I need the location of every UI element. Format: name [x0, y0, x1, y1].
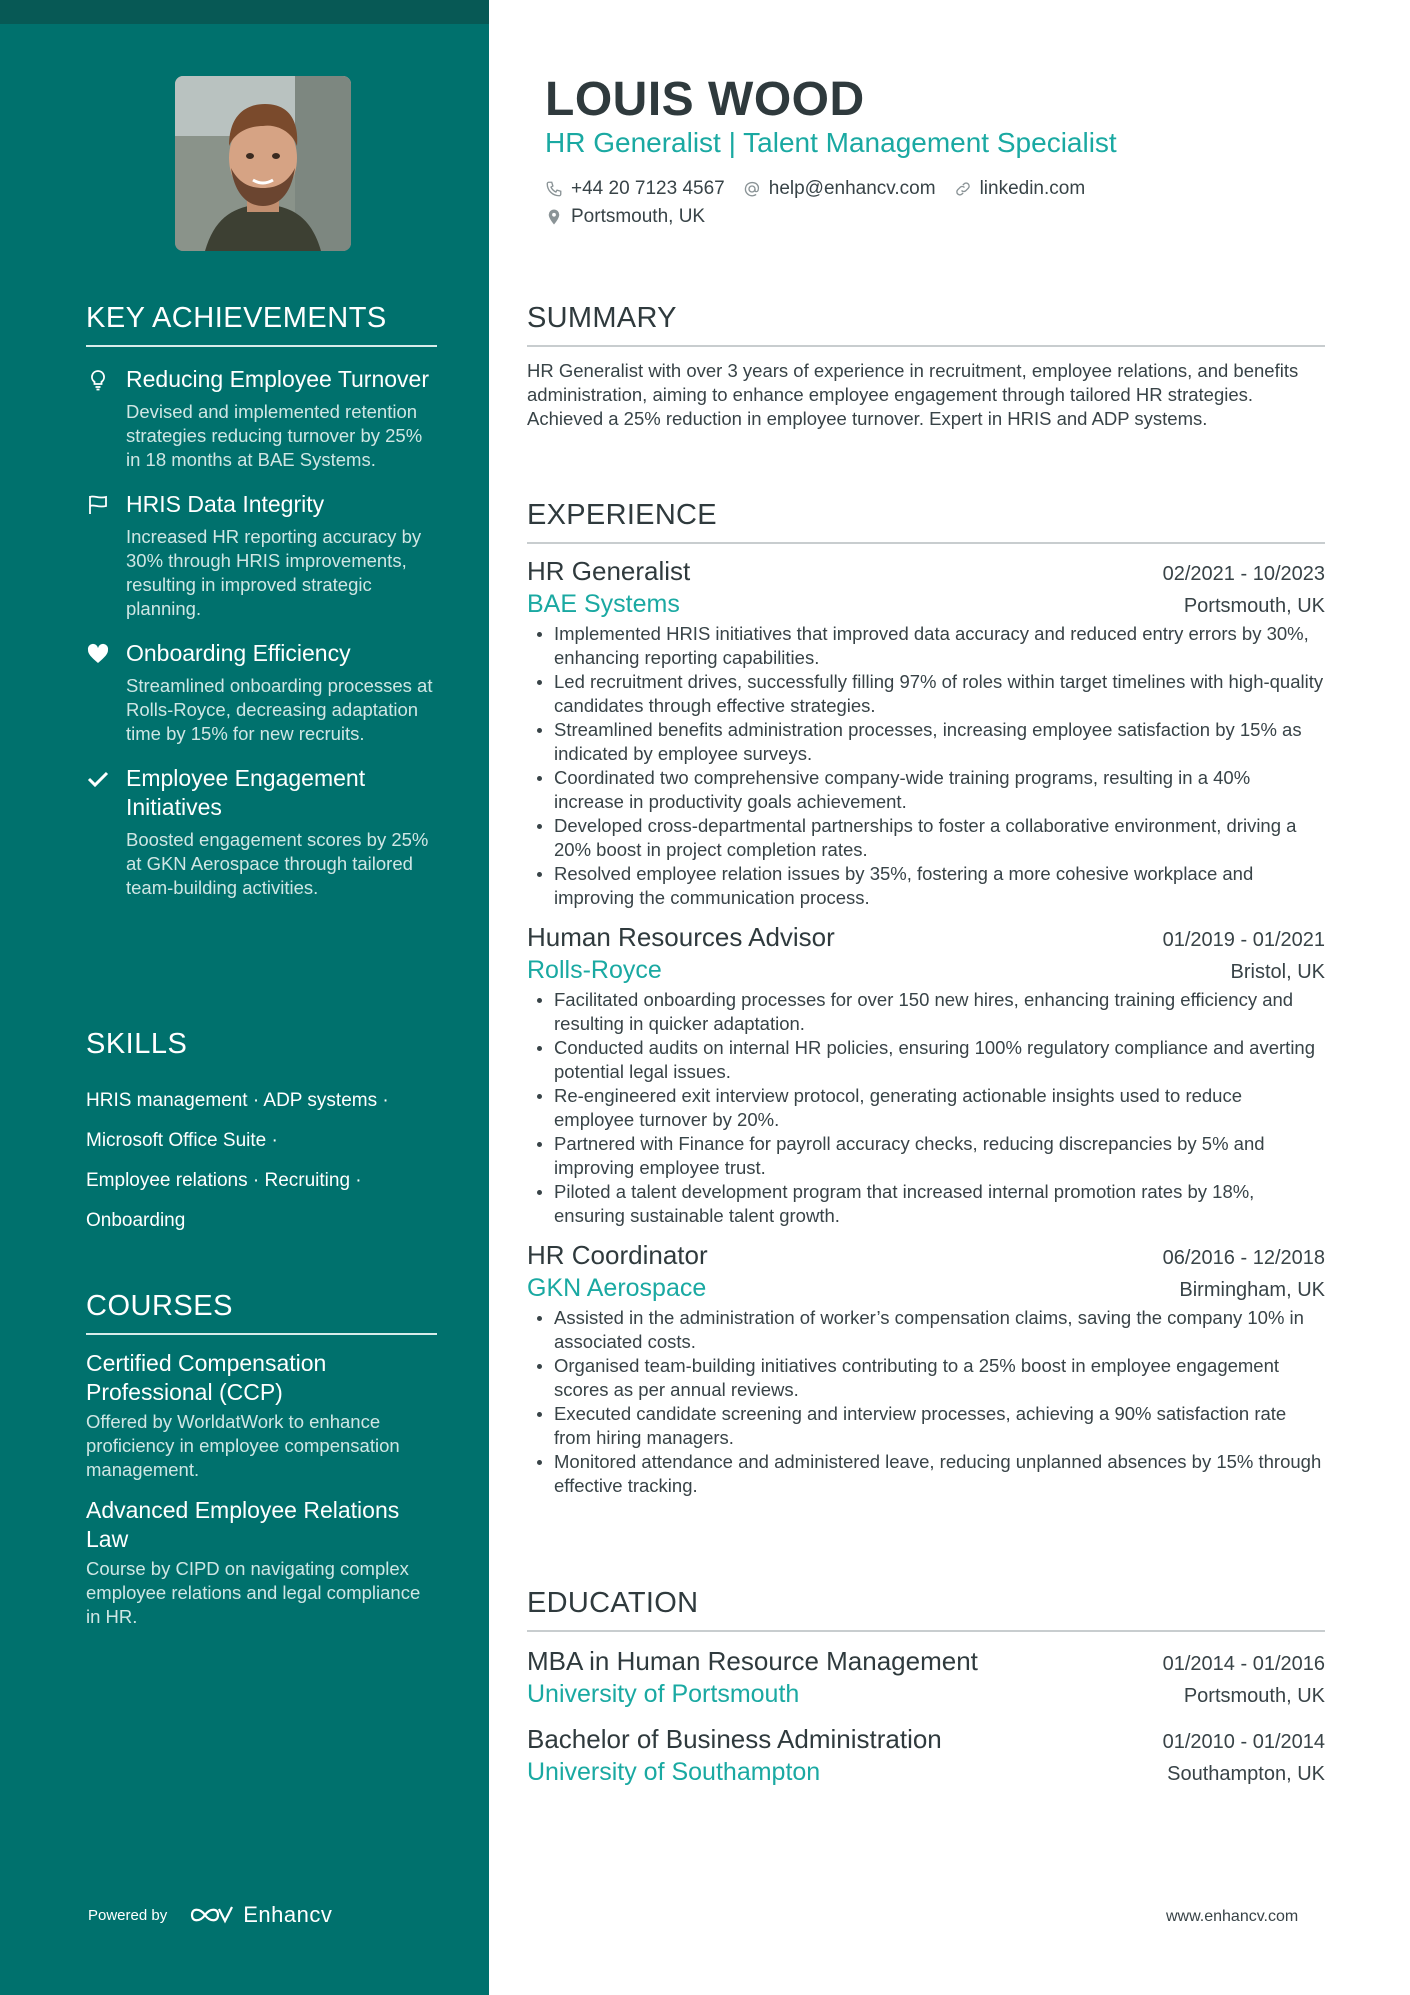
skills-section — [86, 1028, 437, 1241]
job-company: Rolls-Royce — [527, 956, 662, 984]
job-entry — [527, 554, 1325, 910]
skill-line: HRIS management · ADP systems · — [86, 1090, 389, 1111]
education-date: 01/2014 - 01/2016 — [1162, 1653, 1325, 1675]
job-bullet: Monitored attendance and administered leave, reducing unplanned absences by 15% through effective tracking. — [527, 1450, 1325, 1498]
achievement-description: Streamlined onboarding processes at Rolls-Royce, decreasing adaptation time by 15% for new recruits. — [126, 675, 433, 744]
skill-line: Onboarding — [86, 1210, 186, 1231]
job-bullet: Streamlined benefits administration processes, increasing employee satisfaction by 15% as indicated by employee surveys. — [527, 718, 1325, 766]
skills-title: SKILLS — [86, 1028, 188, 1060]
experience-section — [527, 499, 1325, 1498]
profile-photo-illustration — [175, 76, 351, 251]
achievement-description: Boosted engagement scores by 25% at GKN Aerospace through tailored team-building activities. — [126, 829, 429, 898]
link-icon — [954, 180, 972, 198]
job-bullet: Conducted audits on internal HR policies, ensuring 100% regulatory compliance and averting potential legal issues. — [527, 1036, 1325, 1084]
education-school: University of Portsmouth — [527, 1680, 800, 1708]
heart-icon — [86, 642, 110, 666]
sidebar — [0, 0, 489, 1995]
course-title: Certified Compensation Professional (CCP) — [86, 1350, 327, 1405]
footer-url[interactable]: www.enhancv.com — [1166, 1908, 1299, 1925]
job-location: Portsmouth, UK — [1183, 595, 1325, 617]
email-address: help@enhancv.com — [768, 178, 936, 199]
job-date: 01/2019 - 01/2021 — [1162, 929, 1325, 951]
enhancv-brand[interactable] — [189, 1902, 332, 1928]
contact-location — [545, 206, 705, 228]
flag-icon — [86, 493, 110, 517]
job-bullet: Organised team-building initiatives contributing to a 25% boost in employee engagement scores as per annual reviews. — [527, 1354, 1325, 1402]
job-entry — [527, 920, 1325, 1228]
course-description: Offered by WorldatWork to enhance proficiency in employee compensation management. — [86, 1411, 400, 1480]
courses-section — [86, 1290, 437, 1629]
check-icon — [86, 767, 110, 791]
achievement-item — [86, 365, 437, 472]
job-bullet: Re-engineered exit interview protocol, generating actionable insights used to reduce employee turnover by 20%. — [527, 1084, 1325, 1132]
course-title: Advanced Employee Relations Law — [86, 1497, 400, 1552]
job-title: HR Generalist — [527, 556, 691, 586]
powered-by — [88, 1902, 332, 1928]
course-item — [86, 1496, 437, 1629]
job-bullet: Facilitated onboarding processes for over 150 new hires, enhancing training efficiency and resulting in quicker adaptation. — [527, 988, 1325, 1036]
skill-line: Microsoft Office Suite · — [86, 1130, 278, 1151]
courses-title: COURSES — [86, 1290, 437, 1335]
location-pin-icon — [545, 208, 563, 226]
key-achievements-title: KEY ACHIEVEMENTS — [86, 302, 437, 347]
job-bullet: Partnered with Finance for payroll accuracy checks, reducing discrepancies by 5% and improving employee trust. — [527, 1132, 1325, 1180]
job-date: 02/2021 - 10/2023 — [1162, 563, 1325, 585]
education-date: 01/2010 - 01/2014 — [1162, 1731, 1325, 1753]
achievement-item — [86, 764, 437, 900]
education-school: University of Southampton — [527, 1758, 821, 1786]
course-description: Course by CIPD on navigating complex employee relations and legal compliance in HR. — [86, 1558, 421, 1627]
achievement-description: Increased HR reporting accuracy by 30% through HRIS improvements, resulting in improved strategic planning. — [126, 526, 422, 619]
job-bullet: Implemented HRIS initiatives that improved data accuracy and reduced entry errors by 30%, enhancing reporting capabilities. — [527, 622, 1325, 670]
enhancv-logo-icon — [189, 1903, 235, 1927]
achievement-title: HRIS Data Integrity — [126, 491, 325, 517]
job-bullet: Developed cross-departmental partnerships to foster a collaborative environment, driving a 20% boost in project completion rates. — [527, 814, 1325, 862]
job-bullets — [527, 988, 1325, 1228]
phone-icon — [545, 180, 563, 198]
course-item — [86, 1349, 437, 1482]
job-title: Human Resources Advisor — [527, 922, 835, 952]
candidate-name: LOUIS WOOD — [545, 73, 865, 126]
skill-line: Employee relations · Recruiting · — [86, 1170, 362, 1191]
contact-email[interactable] — [743, 178, 936, 200]
education-entry — [527, 1722, 1325, 1788]
education-degree: MBA in Human Resource Management — [527, 1646, 978, 1676]
achievement-item — [86, 639, 437, 746]
education-location: Southampton, UK — [1167, 1763, 1325, 1785]
phone-number: +44 20 7123 4567 — [571, 178, 725, 199]
summary-section — [527, 302, 1325, 431]
summary-text: HR Generalist with over 3 years of experience in recruitment, employee relations, and benefits administration, aiming to enhance employee engagement through tailored HR strategies. Achieved a 25% reduction in employee turnover. Expert in HRIS and ADP systems. — [527, 360, 1299, 429]
achievement-title: Employee Engagement Initiatives — [126, 765, 366, 820]
candidate-headline: HR Generalist | Talent Management Specialist — [545, 127, 1117, 158]
education-title: EDUCATION — [527, 1587, 1325, 1632]
job-bullets — [527, 622, 1325, 910]
achievement-title: Onboarding Efficiency — [126, 640, 351, 666]
key-achievements-section — [86, 302, 437, 900]
contact-phone[interactable] — [545, 178, 725, 200]
job-bullet: Led recruitment drives, successfully filling 97% of roles within target timelines with high-quality candidates through effective strategies. — [527, 670, 1325, 718]
job-company: BAE Systems — [527, 590, 680, 618]
powered-by-label: Powered by — [88, 1906, 168, 1924]
experience-title: EXPERIENCE — [527, 499, 1325, 544]
enhancv-brand-name: Enhancv — [243, 1902, 333, 1927]
job-bullet: Piloted a talent development program that increased internal promotion rates by 18%, ensuring sustainable talent growth. — [527, 1180, 1325, 1228]
sidebar-top-bar — [0, 0, 489, 24]
job-entry — [527, 1238, 1325, 1498]
education-section — [527, 1587, 1325, 1788]
job-bullets — [527, 1306, 1325, 1498]
contact-info — [545, 175, 1103, 231]
achievement-item — [86, 490, 437, 621]
education-degree: Bachelor of Business Administration — [527, 1724, 942, 1754]
profile-photo — [175, 76, 351, 251]
lightbulb-icon — [86, 368, 110, 392]
job-bullet: Resolved employee relation issues by 35%, fostering a more cohesive workplace and improving the communication process. — [527, 862, 1325, 910]
linkedin-url: linkedin.com — [979, 178, 1086, 199]
job-bullet: Executed candidate screening and interview processes, achieving a 90% satisfaction rate from hiring managers. — [527, 1402, 1325, 1450]
job-location: Birmingham, UK — [1179, 1279, 1325, 1301]
achievement-title: Reducing Employee Turnover — [126, 366, 429, 392]
summary-title: SUMMARY — [527, 302, 1325, 347]
education-entry — [527, 1644, 1325, 1710]
achievement-description: Devised and implemented retention strategies reducing turnover by 25% in 18 months at BAE Systems. — [126, 401, 423, 470]
contact-linkedin[interactable] — [954, 178, 1086, 200]
job-date: 06/2016 - 12/2018 — [1162, 1247, 1325, 1269]
job-location: Bristol, UK — [1230, 961, 1325, 983]
at-sign-icon — [743, 180, 761, 198]
job-title: HR Coordinator — [527, 1240, 708, 1270]
location-text: Portsmouth, UK — [571, 206, 706, 227]
job-bullet: Assisted in the administration of worker’s compensation claims, saving the company 10% in associated costs. — [527, 1306, 1325, 1354]
job-company: GKN Aerospace — [527, 1274, 707, 1302]
skills-list — [86, 1081, 437, 1241]
education-location: Portsmouth, UK — [1183, 1685, 1325, 1707]
job-bullet: Coordinated two comprehensive company-wide training programs, resulting in a 40% increase in productivity goals achievement. — [527, 766, 1325, 814]
